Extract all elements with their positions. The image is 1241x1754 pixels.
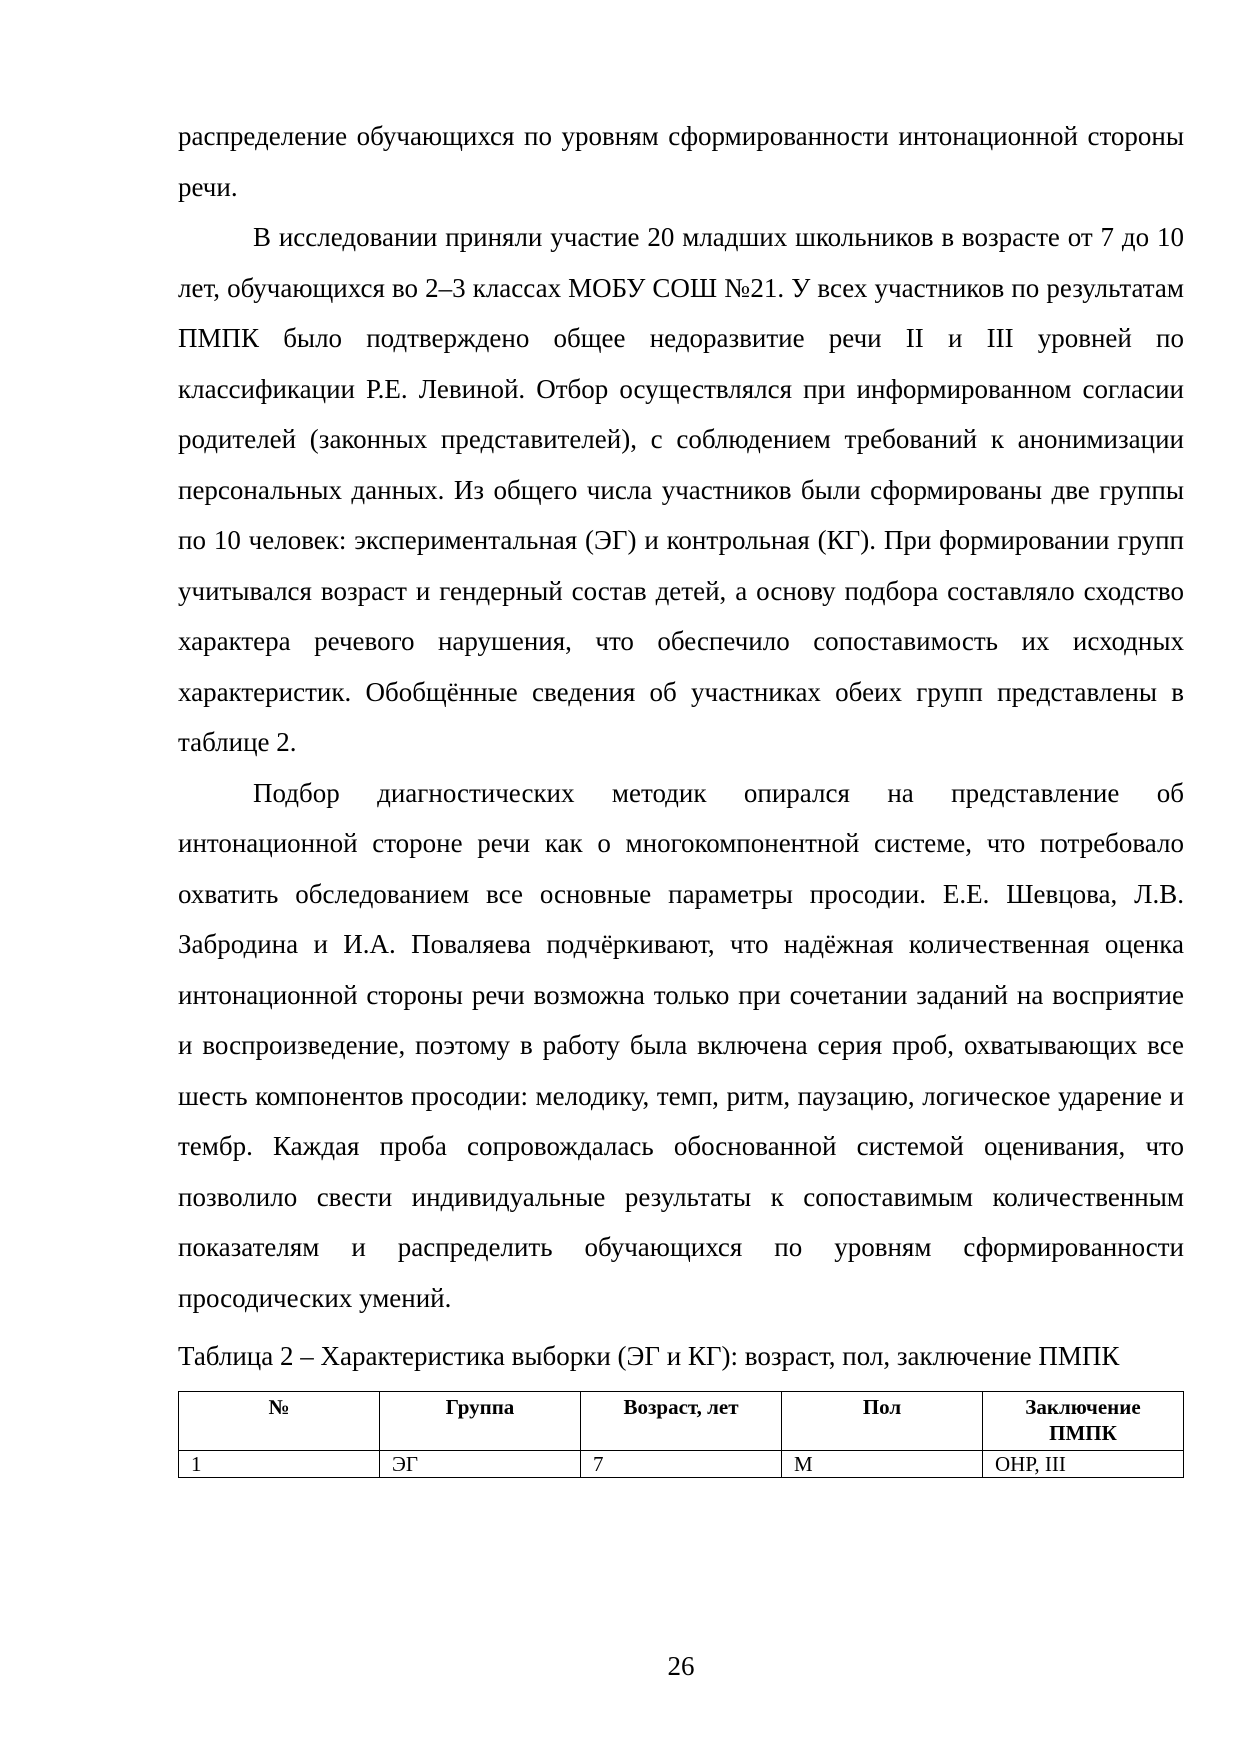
paragraph-participants: В исследовании приняли участие 20 младших школьников в возрасте от 7 до 10 лет, обучающихся во 2–3 классах МОБУ СОШ №21. У всех участников по результатам ПМПК было подтверждено общее недоразвитие речи II и III уровней по классификации Р.Е. Левиной. Отбор осуществлялся при информированном согласии родителей (законных представителей), с соблюдением требований к анонимизации персональных данных. Из общего числа участников были сформированы две группы по 10 человек: экспериментальная (ЭГ) и контрольная (КГ). При формировании групп учитывался возраст и гендерный состав детей, а основу подбора составляло сходство характера речевого нарушения, что обеспечило сопоставимость их исходных характеристик. Обобщённые сведения об участниках обеих групп представлены в таблице 2.	[178, 222, 1184, 757]
table-cell-group: ЭГ	[380, 1450, 581, 1477]
table-cell-conclusion: ОНР, III	[983, 1450, 1184, 1477]
page-number: 26	[667, 1651, 695, 1681]
column-header-number: №	[179, 1391, 380, 1450]
sample-characteristics-table	[178, 1391, 1184, 1478]
column-header-pmpk-conclusion: Заключение ПМПК	[983, 1391, 1184, 1450]
table-cell-age: 7	[581, 1450, 782, 1477]
table-cell-sex: М	[782, 1450, 983, 1477]
document-page	[178, 111, 1184, 1478]
table-cell-number: 1	[179, 1450, 380, 1477]
column-header-group: Группа	[380, 1391, 581, 1450]
table-row	[179, 1450, 1184, 1477]
table-header-row	[179, 1391, 1184, 1450]
column-header-sex: Пол	[782, 1391, 983, 1450]
column-header-age: Возраст, лет	[581, 1391, 782, 1450]
table-caption: Таблица 2 – Характеристика выборки (ЭГ и КГ): возраст, пол, заключение ПМПК	[178, 1341, 1120, 1371]
paragraph-methods: Подбор диагностических методик опирался на представление об интонационной стороне речи как о многокомпонентной системе, что потребовало охватить обследованием все основные параметры просодии. Е.Е. Шевцова, Л.В. Забродина и И.А. Поваляева подчёркивают, что надёжная количественная оценка интонационной стороны речи возможна только при сочетании заданий на восприятие и воспроизведение, поэтому в работу была включена серия проб, охватывающих все шесть компонентов просодии: мелодику, темп, ритм, паузацию, логическое ударение и тембр. Каждая проба сопровождалась обоснованной системой оценивания, что позволило свести индивидуальные результаты к сопоставимым количественным показателям и распределить обучающихся по уровням сформированности просодических умений.	[178, 777, 1184, 1313]
paragraph-continuation: распределение обучающихся по уровням сформированности интонационной стороны речи.	[178, 121, 1184, 202]
